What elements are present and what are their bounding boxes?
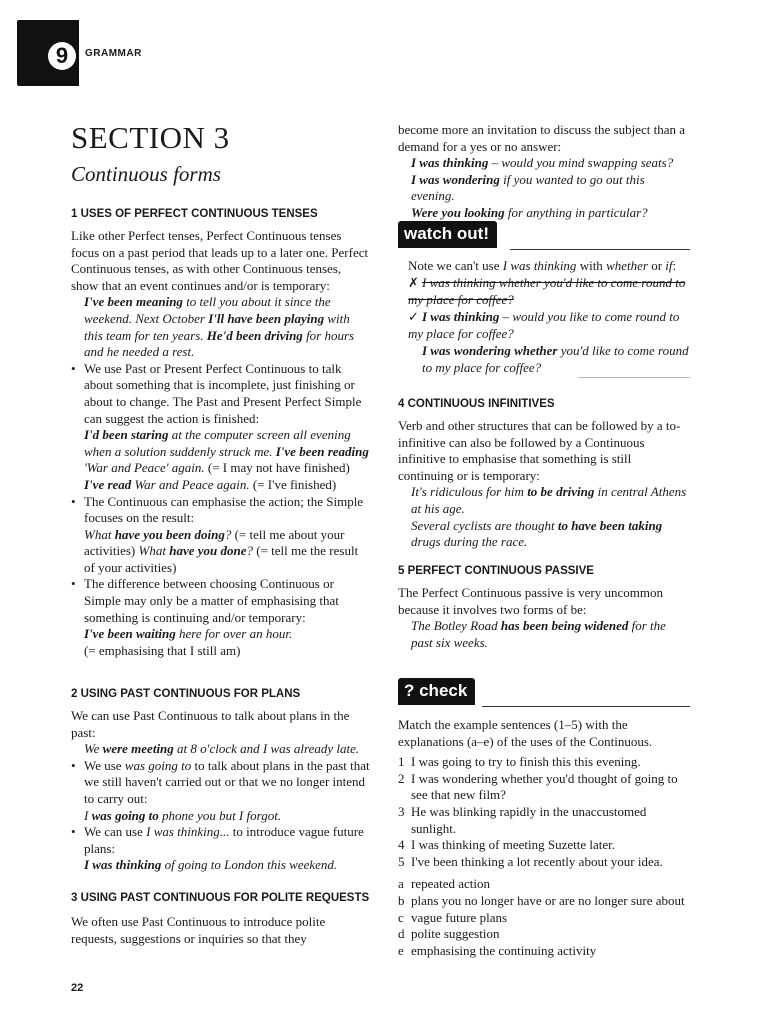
bullet-emphasis-example: What have you been doing? (= tell me about your activities) What have you done? (= tell me the result of your activities)	[84, 526, 359, 575]
bullet-was-going-to-example: I was going to phone you but I forgot.	[84, 807, 282, 823]
section-1-example: I've been meaning to tell you about it since the weekend. Next October I'll have been playing with this team for ten years. He'd been driving for hours and he needed a rest.	[84, 294, 355, 360]
check-sentences	[398, 754, 690, 870]
check-explanation: e emphasising the continuing activity	[398, 942, 597, 958]
section-3-continuation: become more an invitation to discuss the subject than a demand for a yes or no answer:	[398, 122, 686, 154]
watch-out-right-1: ✓ I was thinking – would you like to come round to my place for coffee?	[408, 308, 680, 342]
bullet-was-thinking: • We can use I was thinking... to introduce vague future plans: I was thinking of going to London this weekend.	[71, 824, 371, 874]
section-3-continued	[398, 122, 690, 222]
check-box	[398, 678, 690, 959]
check-sentence: 5 I've been thinking a lot recently about your idea.	[398, 853, 663, 869]
bullet-incomplete: • We use Past or Present Perfect Continuous to talk about something that is incomplete, just finishing or about to change. The Past and Present Perfect Simple can suggest the action is finished: I'd been staring at the computer screen all evening when a solution suddenly struck me. I've been reading 'War and Peace' again. (= I may not have finished) I've read War and Peace again. (= I've finished)	[71, 361, 371, 494]
check-rule	[482, 706, 690, 707]
check-explanations	[398, 876, 690, 959]
check-sentence: 2 I was wondering whether you'd thought of going to see that new film?	[398, 770, 678, 803]
section-2	[71, 686, 371, 874]
section-3-intro: We often use Past Continuous to introduce polite requests, suggestions or inquiries so that they	[71, 914, 326, 946]
check-explanation: a repeated action	[398, 876, 491, 892]
watch-out-wrong: ✗ I was thinking whether you'd like to come round to my place for coffee?	[408, 274, 686, 308]
check-sentence: 1 I was going to try to finish this this evening.	[398, 754, 641, 770]
section-3	[71, 890, 371, 947]
page-number: 22	[71, 982, 84, 994]
section-title: SECTION 3	[71, 120, 230, 155]
watch-out-rule	[510, 249, 690, 250]
check-label: ? check	[398, 678, 475, 705]
watch-out-bottom-rule	[578, 377, 690, 378]
cross-icon: ✗	[408, 275, 419, 291]
section-4-intro: Verb and other structures that can be followed by a to-infinitive can also be followed by a Continuous infinitive to emphasise that something is still continuing or is temporary:	[398, 418, 681, 483]
section-1-intro: Like other Perfect tenses, Perfect Continuous tenses focus on a past period that leads up to a later one. Perfect Continuous tenses, as with other Continuous tenses, show that an event continues and/or is temporary:	[71, 228, 369, 293]
check-explanation: c vague future plans	[398, 909, 508, 925]
section-1	[71, 206, 371, 659]
chapter-label: GRAMMAR	[85, 48, 142, 59]
watch-out-label: watch out!	[398, 221, 497, 248]
bullet-difference-example: I've been waiting here for over an hour.	[84, 626, 293, 642]
bullet-difference-note: (= emphasising that I still am)	[84, 642, 241, 658]
watch-out-box	[398, 221, 690, 376]
bullet-incomplete-example-2: I've read War and Peace again. (= I've finished)	[84, 476, 337, 492]
check-explanation: b plans you no longer have or are no longer sure about	[398, 892, 685, 908]
section-3-example-2: I was wondering if you wanted to go out this evening.	[411, 171, 645, 204]
watch-out-note: Note we can't use I was thinking with whether or if:	[408, 258, 677, 273]
check-explanation: d polite suggestion	[398, 926, 500, 942]
check-instructions: Match the example sentences (1–5) with the explanations (a–e) of the uses of the Continuous.	[398, 717, 653, 749]
section-4-example-1: It's ridiculous for him to be driving in central Athens at his age.	[411, 484, 687, 516]
section-subtitle: Continuous forms	[71, 162, 221, 186]
bullet-incomplete-example-1: I'd been staring at the computer screen all evening when a solution suddenly struck me. I've been reading 'War and Peace' again. (= I may not have finished)	[84, 427, 369, 476]
check-sentence: 4 I was thinking of meeting Suzette later.	[398, 837, 615, 853]
section-4-heading: 4 CONTINUOUS INFINITIVES	[398, 398, 555, 410]
check-icon: ✓	[408, 309, 419, 325]
bullet-difference: • The difference between choosing Continuous or Simple may only be a matter of emphasising that something is continuing and/or temporary: I've been waiting here for over an hour. (= emphasising that I still am)	[71, 576, 371, 659]
section-2-intro: We can use Past Continuous to talk about plans in the past:	[71, 708, 350, 740]
bullet-emphasis: • The Continuous can emphasise the action; the Simple focuses on the result: What have you been doing? (= tell me about your activities) What have you done? (= tell me the result of your activities)	[71, 494, 371, 577]
bullet-was-thinking-example: I was thinking of going to London this weekend.	[84, 857, 338, 873]
section-5-example: The Botley Road has been being widened for the past six weeks.	[411, 618, 666, 650]
bullet-was-going-to: • We use was going to to talk about plans in the past that we still haven't carried out or that we no longer intend to carry out: I was going to phone you but I forgot.	[71, 758, 371, 824]
section-3-heading: 3 USING PAST CONTINUOUS FOR POLITE REQUESTS	[71, 892, 370, 904]
section-4-example-2: Several cyclists are thought to have been taking drugs during the race.	[411, 517, 663, 550]
chapter-number: 9	[48, 42, 76, 70]
section-5-intro: The Perfect Continuous passive is very uncommon because it involves two forms of be:	[398, 585, 664, 617]
check-sentence: 3 He was blinking rapidly in the unaccustomed sunlight.	[398, 803, 647, 836]
section-1-heading: 1 USES OF PERFECT CONTINUOUS TENSES	[71, 208, 318, 220]
section-3-example-1: I was thinking – would you mind swapping seats?	[411, 155, 674, 171]
section-5	[398, 563, 690, 651]
section-2-heading: 2 USING PAST CONTINUOUS FOR PLANS	[71, 688, 301, 700]
watch-out-right-2: I was wondering whether you'd like to come round to my place for coffee?	[422, 342, 689, 375]
section-5-heading: 5 PERFECT CONTINUOUS PASSIVE	[398, 565, 594, 577]
section-4	[398, 396, 690, 551]
section-3-example-3: Were you looking for anything in particular?	[411, 204, 648, 220]
section-2-example: We were meeting at 8 o'clock and I was already late.	[84, 741, 360, 757]
